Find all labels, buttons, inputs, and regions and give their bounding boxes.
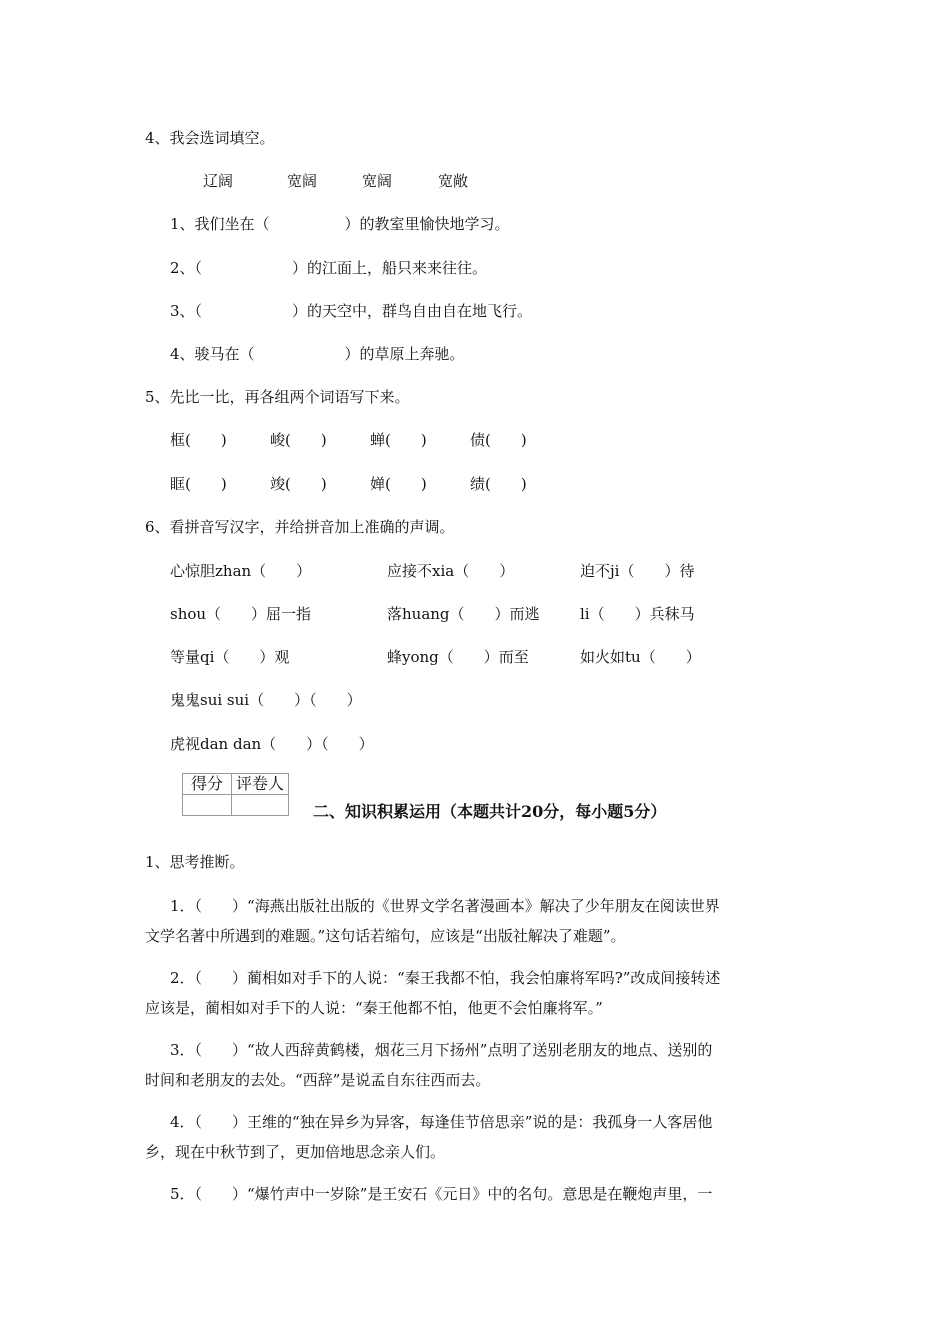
q6-r1-c1: 心惊胆zhan（ ）: [170, 562, 312, 580]
s2-item-1-line-2: 文学名著中所遇到的难题。”这句话若缩句，应该是“出版社解决了难题”。: [145, 927, 626, 945]
q5-row1-2: 峻( ): [270, 431, 327, 449]
q6-r2-c3: li（ ）兵秣马: [580, 605, 695, 623]
q6-r3-c3: 如火如tu（ ）: [580, 648, 701, 666]
s2-item-1-line-1: 1．（ ）“海燕出版社出版的《世界文学名著漫画本》解决了少年朋友在阅读世界: [170, 897, 720, 915]
q6-r3-c1: 等量qi（ ）观: [170, 648, 290, 666]
s2-item-3-line-2: 时间和老朋友的去处。“西辞”是说孟自东往西而去。: [145, 1071, 491, 1089]
section2-title: 二、知识积累运用（本题共计20分，每小题5分）: [313, 802, 667, 821]
s2-item-4-line-2: 乡，现在中秋节到了，更加倍地思念亲人们。: [145, 1143, 446, 1161]
score-box: [182, 773, 289, 816]
grader-label: 评卷人: [232, 774, 289, 795]
q5-row1-4: 债( ): [470, 431, 527, 449]
q6-single-2: 虎视dan dan（ ）（ ）: [170, 735, 374, 753]
q4-word-2: 宽阔: [287, 172, 318, 190]
q6-r1-c2: 应接不xia（ ）: [387, 562, 515, 580]
score-label: 得分: [183, 774, 232, 795]
q6-title: 6、看拼音写汉字，并给拼音加上准确的声调。: [145, 518, 455, 536]
q5-row1-1: 框( ): [170, 431, 227, 449]
score-cell[interactable]: [183, 795, 232, 816]
q4-item-2: 2、（ ）的江面上，船只来来往往。: [170, 259, 488, 277]
s2-item-4-line-1: 4．（ ）王维的“独在异乡为异客，每逢佳节倍思亲”说的是：我孤身一人客居他: [170, 1113, 713, 1131]
q6-r2-c1: shou（ ）屈一指: [170, 605, 312, 623]
q6-r1-c3: 迫不ji（ ）待: [580, 562, 695, 580]
q6-single-1: 鬼鬼sui sui（ ）（ ）: [170, 691, 362, 709]
s2-item-2-line-2: 应该是，蔺相如对手下的人说：“秦王他都不怕，他更不会怕廉将军。”: [145, 999, 603, 1017]
q6-r3-c2: 蜂yong（ ）而至: [387, 648, 529, 666]
q5-row2-1: 眶( ): [170, 475, 227, 493]
grader-cell[interactable]: [232, 795, 289, 816]
q4-item-3: 3、（ ）的天空中，群鸟自由自在地飞行。: [170, 302, 533, 320]
q5-row1-3: 蝉( ): [370, 431, 427, 449]
q5-row2-2: 竣( ): [270, 475, 327, 493]
q4-item-4: 4、骏马在（ ）的草原上奔驰。: [170, 345, 465, 363]
s2-item-3-line-1: 3．（ ）“故人西辞黄鹤楼，烟花三月下扬州”点明了送别老朋友的地点、送别的: [170, 1041, 713, 1059]
q6-r2-c2: 落huang（ ）而逃: [387, 605, 540, 623]
s2-q1-title: 1、思考推断。: [145, 853, 245, 871]
q4-title: 4、我会选词填空。: [145, 129, 275, 147]
q5-row2-4: 绩( ): [470, 475, 527, 493]
q4-item-1: 1、我们坐在（ ）的教室里愉快地学习。: [170, 215, 510, 233]
q4-word-3: 宽阔: [362, 172, 393, 190]
q5-title: 5、先比一比，再各组两个词语写下来。: [145, 388, 410, 406]
q5-row2-3: 婵( ): [370, 475, 427, 493]
s2-item-2-line-1: 2．（ ）蔺相如对手下的人说：“秦王我都不怕，我会怕廉将军吗?”改成间接转述: [170, 969, 721, 987]
q4-word-1: 辽阔: [203, 172, 234, 190]
s2-item-5-line-1: 5．（ ）“爆竹声中一岁除”是王安石《元日》中的名句。意思是在鞭炮声里，一: [170, 1185, 713, 1203]
q4-word-4: 宽敞: [438, 172, 469, 190]
